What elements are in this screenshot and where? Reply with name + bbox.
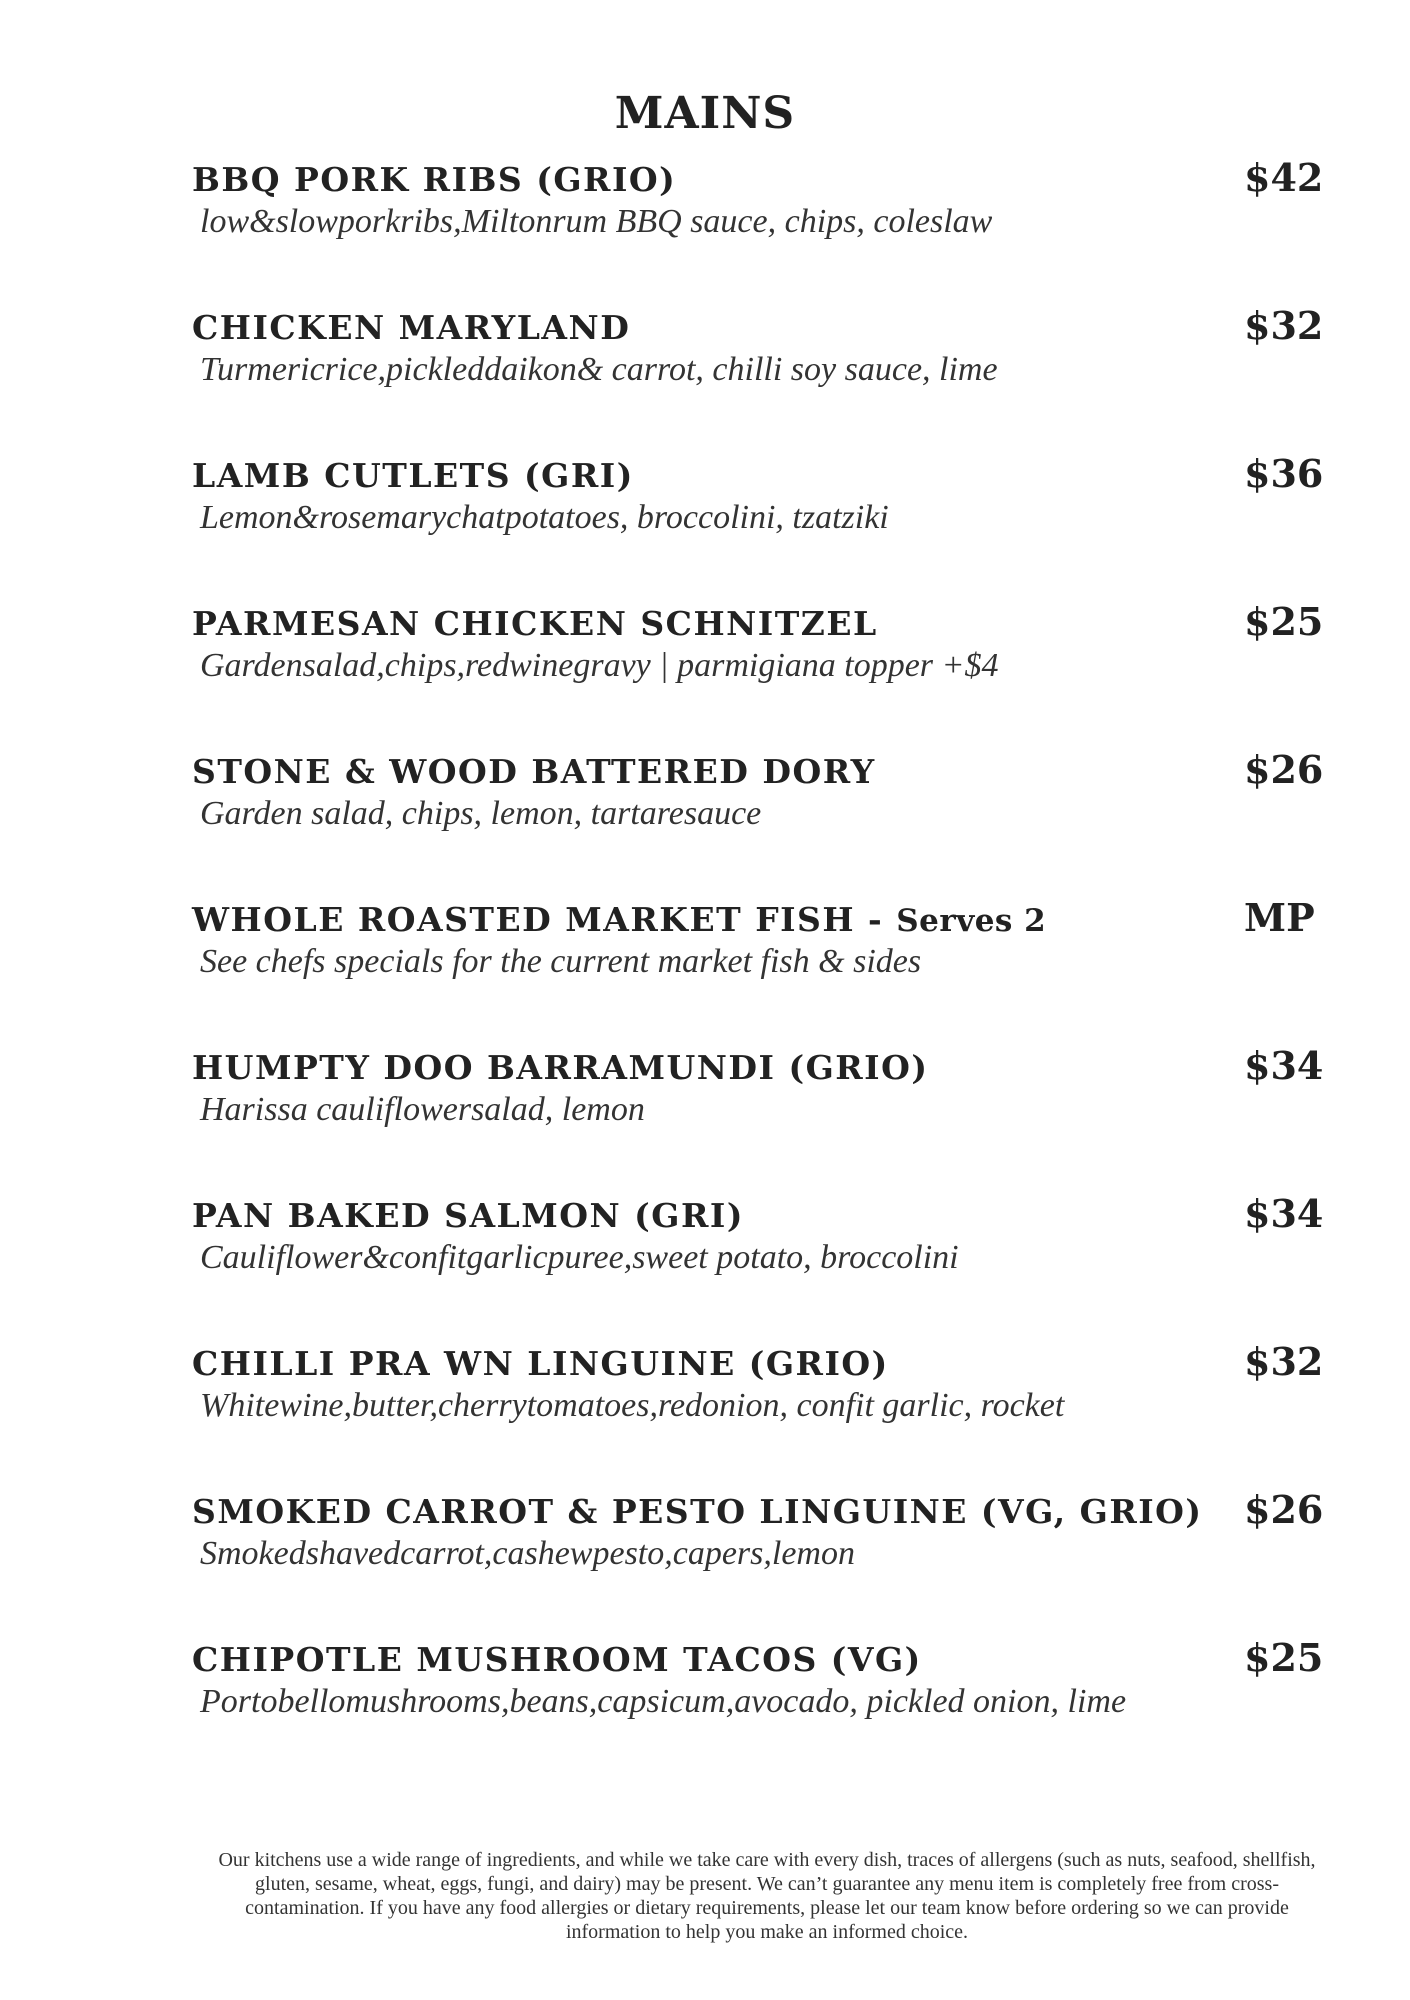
allergen-disclaimer: Our kitchens use a wide range of ingredients, and while we take care with every dish, traces of allergens (such as nuts, seafood, shellfish, gluten, sesame, wheat, eggs, fungi, and dairy) may be present. We can’t guarantee any menu item is completely free from cross-contamination. If you have any food allergies or dietary requirements, please let our team know before ordering so we can provide information to help you make an informed choice.: [218, 1849, 1316, 1943]
menu-item-description: Lemon&rosemarychatpotatoes, broccolini, tzatziki: [200, 499, 889, 536]
menu-item-name-text: PARMESAN CHICKEN SCHNITZEL: [192, 604, 878, 643]
menu-item-description: Smokedshavedcarrot,cashewpesto,capers,lemon: [200, 1535, 855, 1572]
menu-item-name-text: PAN BAKED SALMON (GRI): [192, 1196, 744, 1235]
menu-item-description: Portobellomushrooms,beans,capsicum,avocado, pickled onion, lime: [200, 1683, 1127, 1720]
menu-item-price: $36: [1244, 451, 1324, 496]
menu-item-name: [192, 1342, 889, 1387]
menu-item-name-text: SMOKED CARROT & PESTO LINGUINE (VG, GRIO): [192, 1492, 1203, 1531]
menu-item-name: [192, 1046, 928, 1091]
menu-item-price: MP: [1244, 895, 1315, 940]
menu-item: [192, 1635, 1324, 1786]
menu-item: [192, 303, 1324, 454]
menu-item-name-text: STONE & WOOD BATTERED DORY: [192, 752, 876, 791]
menu-item-name-text: WHOLE ROASTED MARKET FISH -: [192, 900, 897, 939]
menu-item-name-text: CHICKEN MARYLAND: [192, 308, 631, 347]
menu-item-description: See chefs specials for the current market fish & sides: [200, 943, 922, 980]
menu-item: [192, 1191, 1324, 1342]
menu-item-description: Whitewine,butter,cherrytomatoes,redonion, confit garlic, rocket: [200, 1387, 1065, 1424]
menu-item-description: low&slowporkribs,Miltonrum BBQ sauce, chips, coleslaw: [200, 203, 993, 240]
menu-item-price: $26: [1244, 747, 1324, 792]
menu-item-name: [192, 454, 634, 499]
menu-item-description: Turmericrice,pickleddaikon& carrot, chilli soy sauce, lime: [200, 351, 998, 388]
menu-item: [192, 451, 1324, 602]
menu-item-name-text: HUMPTY DOO BARRAMUNDI (GRIO): [192, 1048, 929, 1087]
menu-item-name: [192, 1490, 1203, 1535]
menu-item-price: $26: [1244, 1487, 1324, 1532]
menu-item-price: $34: [1244, 1191, 1324, 1236]
menu-item: [192, 599, 1324, 750]
menu-item-name: [192, 602, 878, 647]
menu-item-name: [192, 306, 630, 351]
menu-item-description: Cauliflower&confitgarlicpuree,sweet potato, broccolini: [200, 1239, 959, 1276]
menu-item-name-text: LAMB CUTLETS (GRI): [192, 456, 634, 495]
menu-item-name-text: BBQ PORK RIBS (GRIO): [192, 160, 677, 199]
page-title: MAINS: [614, 88, 796, 139]
menu-item-name: [192, 158, 676, 203]
menu-item-name: [192, 898, 1046, 943]
menu-item-description: Gardensalad,chips,redwinegravy | parmigiana topper +$4: [200, 647, 999, 684]
menu-item-price: $32: [1244, 303, 1324, 348]
menu-item-price: $25: [1244, 1635, 1324, 1680]
menu-item-serves: Serves 2: [896, 903, 1047, 939]
menu-item-name-text: CHILLI PRA WN LINGUINE (GRIO): [192, 1344, 889, 1383]
menu-item-name: [192, 1638, 922, 1683]
menu-list: [192, 155, 1324, 1786]
menu-item-description: Harissa cauliflowersalad, lemon: [200, 1091, 645, 1128]
menu-item: [192, 1487, 1324, 1638]
menu-item-name: [192, 750, 876, 795]
menu-item-price: $34: [1244, 1043, 1324, 1088]
menu-item: [192, 895, 1322, 1046]
menu-item-description: Garden salad, chips, lemon, tartaresauce: [200, 795, 762, 832]
menu-item: [192, 1339, 1324, 1490]
menu-item: [192, 155, 1324, 306]
menu-item-price: $32: [1244, 1339, 1324, 1384]
menu-item: [192, 1043, 1324, 1194]
menu-item: [192, 747, 1324, 898]
menu-item-price: $42: [1244, 155, 1324, 200]
menu-item-name-text: CHIPOTLE MUSHROOM TACOS (VG): [192, 1640, 922, 1679]
menu-item-price: $25: [1244, 599, 1324, 644]
menu-item-name: [192, 1194, 744, 1239]
